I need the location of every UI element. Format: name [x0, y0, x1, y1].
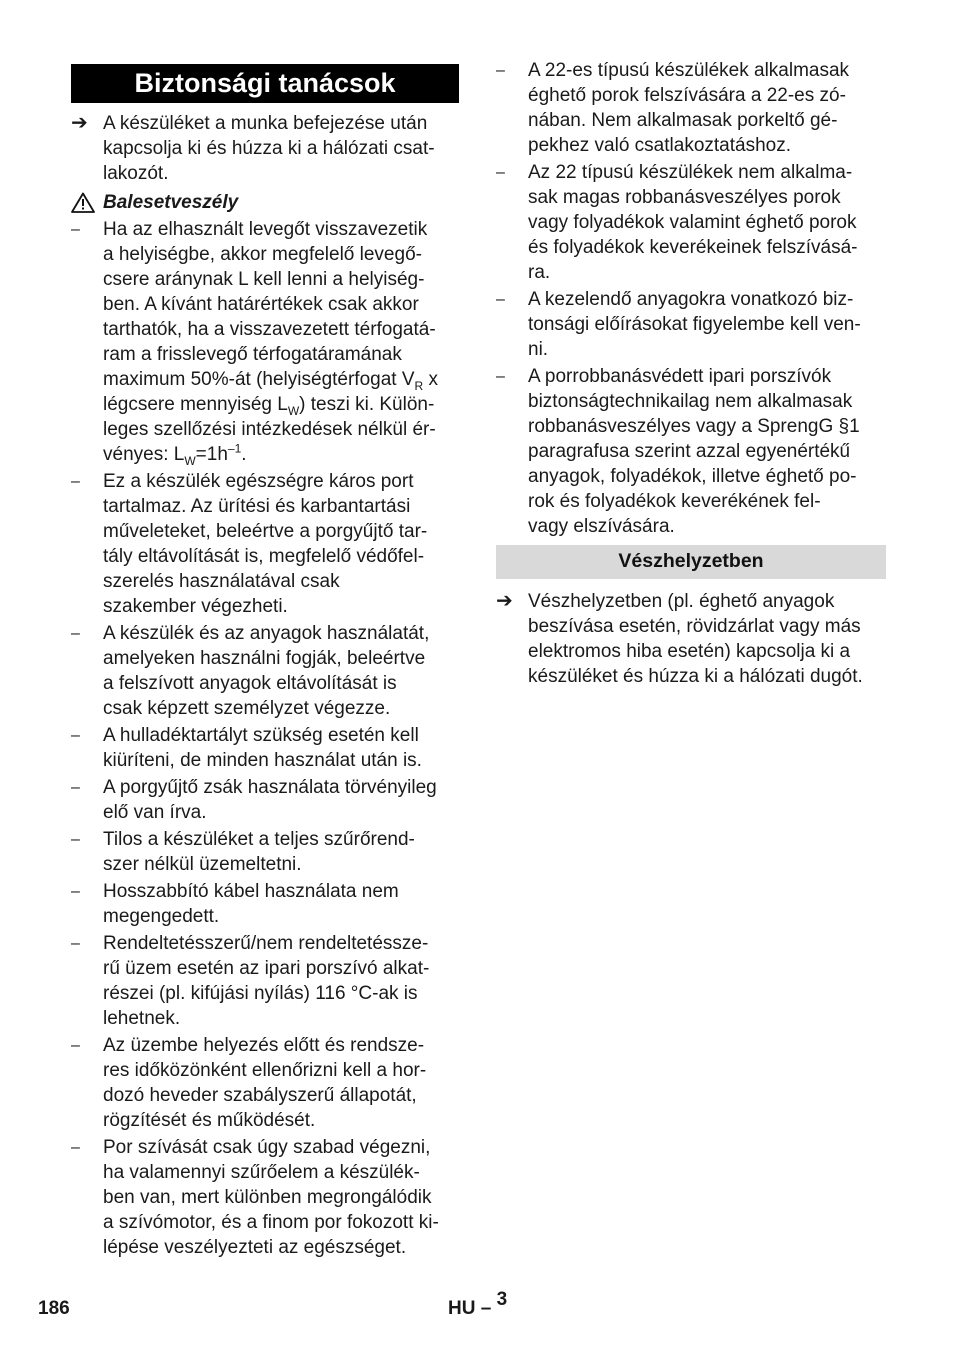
list-item: – A porgyűjtő zsák használata törvényileg elő van írva. — [71, 777, 437, 823]
warning-label: Balesetveszély — [103, 192, 239, 213]
left-column — [71, 60, 459, 1262]
dash-bullet: – — [496, 164, 505, 181]
list-item: – A 22-es típusú készülékek alkalmasak éghető porok felszívására a 22-es zó- nában. Nem alkalmasak porkeltő gé- pekhez való csatlakoztatáshoz. — [496, 60, 850, 156]
formula-line: maximum 50%-át (helyiségtérfogat $V_R$ x — [103, 369, 438, 393]
list-item: – Hosszabbító kábel használata nem megengedett. — [71, 881, 399, 927]
dash-bullet: – — [496, 62, 505, 79]
dash-bullet: – — [496, 291, 505, 308]
section-title-safety: Biztonsági tanácsok — [71, 64, 459, 103]
dash-bullet: – — [71, 935, 80, 952]
language-page-label: HU – $^3$ — [448, 1288, 508, 1319]
list-item: – Tilos a készüléket a teljes szűrőrend- szer nélkül üzemeltetni. — [71, 829, 415, 875]
dash-bullet: – — [71, 883, 80, 900]
dash-bullet: – — [496, 368, 505, 385]
formula-line: légcsere mennyiség $L_W$) teszi ki. Külön- — [103, 394, 435, 418]
arrow-icon: ➔ — [71, 112, 88, 134]
section-title-emergency: Vészhelyzetben — [496, 545, 886, 579]
dash-bullet: – — [71, 727, 80, 744]
intro-instruction: ➔ A készüléket a munka befejezése után kapcsolja ki és húzza ki a hálózati csat- lakozót. — [71, 112, 435, 184]
formula-line: vényes: $L_W=1h^{-1}$. — [103, 441, 247, 468]
list-item: – Por szívását csak úgy szabad végezni, ha valamennyi szűrőelem a készülék- ben van, mert különben megrongálódik a szívómotor, és a finom por fokozott ki- lépése veszélyezteti az egészséget. — [71, 1137, 439, 1258]
list-item: – Rendeltetésszerű/nem rendeltetéssze- rű üzem esetén az ipari porszívó alkat- részei (pl. kifújási nyílás) 116 °C-ak is lehetnek. — [71, 933, 430, 1029]
list-item: – A porrobbanásvédett ipari porszívók biztonságtechnikailag nem alkalmasak robbanásveszélyes vagy a SprengG §1 paragrafusa szerint azzal egyenértékű anyagok, folyadékok, illetve éghető po- rok és folyadékok keverékének fel- vagy elszívására. — [496, 366, 860, 537]
dash-bullet: – — [71, 831, 80, 848]
warning-heading — [71, 190, 459, 215]
list-item: – A kezelendő anyagokra vonatkozó biz- tonsági előírásokat figyelembe kell ven- ni. — [496, 289, 861, 360]
warning-triangle-icon — [71, 192, 95, 213]
page-number: 186 — [38, 1298, 70, 1319]
list-item: – Az 22 típusú készülékek nem alkalma- sak magas robbanásveszélyes porok vagy folyadékok valamint éghető porok és folyadékok keverékeinek felszívásá- ra. — [496, 162, 858, 283]
right-column — [496, 58, 886, 691]
dash-bullet: – — [71, 779, 80, 796]
dash-bullet: – — [71, 221, 80, 238]
list-item: – A hulladéktartályt szükség esetén kell kiüríteni, de minden használat után is. — [71, 725, 422, 771]
list-item: – Ha az elhasznált levegőt visszavezetik a helyiségbe, akkor megfelelő levegő- csere aránynak L kell lenni a helyiség- ben. A kívánt határértékek csak akkor tarthatók, ha a visszavezetett térfogatá- ram a frisslevegő térfogatáramának maximum 50%-át (helyiségtérfogat $V_R$ x légcsere mennyiség $L_W$) teszi ki. Külön- leges szellőzési intézkedések nélkül ér- vényes: $L_W=1h^{-1}$. — [71, 217, 459, 467]
list-item: – Az üzembe helyezés előtt és rendsze- res időközönként ellenőrizni kell a hor- dozó heveder szabályszerű állapotát, rögzítését és működését. — [71, 1035, 427, 1131]
arrow-icon: ➔ — [496, 590, 513, 612]
dash-bullet: – — [71, 1037, 80, 1054]
list-item: – Ez a készülék egészségre káros port tartalmaz. Az ürítési és karbantartási műveleteket, beleértve a porgyűjtő tar- tály eltávolítását is, megfelelő védőfel- szerelés használatával csak szakember végezheti. — [71, 471, 428, 617]
dash-bullet: – — [71, 625, 80, 642]
dash-bullet: – — [71, 1139, 80, 1156]
emergency-instruction: ➔ Vészhelyzetben (pl. éghető anyagok beszívása esetén, rövidzárlat vagy más elektromos hiba esetén) kapcsolja ki a készüléket és húzza ki a hálózati dugót. — [496, 590, 863, 687]
list-item: – A készülék és az anyagok használatát, amelyeken használni fogják, beleértve a felszívott anyagok eltávolítását is csak képzett személyzet végezze. — [71, 623, 430, 719]
dash-bullet: – — [71, 473, 80, 490]
